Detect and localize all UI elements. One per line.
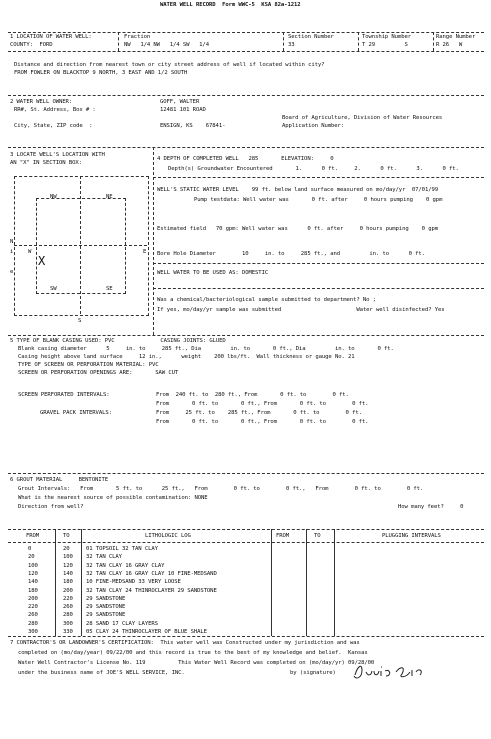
log-to: 20 [63,546,70,552]
chem-date: If yes, mo/day/yr sample was submitted Water well disinfected? Yes [157,307,445,313]
application-number: Application Number: [282,123,345,129]
log-to: 260 [63,604,73,611]
quad-nw: NW [50,194,57,200]
well-mark: X [38,254,46,268]
board-text: Board of Agriculture, Division of Water Resources [282,115,443,121]
contamination-source: What is the nearest source of possible contamination: NONE [18,495,208,501]
log-from: 220 [28,604,38,611]
address-value: 12481 101 ROAD [160,107,206,113]
log-from: 200 [28,595,38,602]
locate-label-2: AN "X" IN SECTION BOX: [10,160,82,166]
log-from: 180 [28,587,38,594]
casing-type: 5 TYPE OF BLANK CASING USED: PVC CASING JOINTS: GLUED [10,338,226,344]
log-lithology: 32 TAN CLAY [86,554,122,561]
fraction-value: NW 1/4 NW 1/4 SW 1/4 [124,42,209,48]
log-from: 100 [28,562,38,569]
estimated-yield: Estimated field 70 gpm: Well water was 0 ft. after 0 hours pumping 0 gpm [157,226,439,232]
signature [350,660,430,682]
screen-interval-2: From 0 ft. to 0 ft., From 0 ft. to 0 ft. [156,401,369,407]
log-lithology: 29 SANDSTONE [86,612,126,619]
log-to: 280 [63,612,73,619]
groundwater-line: Depth(s) Groundwater Encountered 1. 0 ft. 2. 0 ft. 3. 0 ft. [168,166,459,172]
dir-e2: e [10,269,14,275]
dir-s: S [78,318,82,324]
grout-material: 6 GROUT MATERIAL BENTONITE [10,477,109,483]
log-lithology: 32 TAN CLAY 16 GRAY CLAY [86,562,165,569]
bore-hole: Bore Hole Diameter 10 in. to 285 ft., and in. to 0 ft. [157,251,425,257]
owner-label: 2 WATER WELL OWNER: [10,99,73,105]
form-title: WATER WELL RECORD Form WWC-5 KSA 82a-1212 [160,2,301,8]
log-header-from: FROM [26,533,40,539]
how-many-feet: How many feet? 0 [398,504,464,510]
direction-from-well: Direction from well? [18,504,84,510]
chem-sample: Was a chemical/bacteriological sample submitted to department? No ; [157,297,376,303]
cert-line-3: Water Well Contractor's License No. 119 This Water Well Record was completed on (mo/day/yr) 09/28/00 [18,660,375,666]
log-to: 140 [63,570,73,577]
section-value: 33 [288,42,295,48]
location-label: 1 LOCATION OF WATER WELL: [10,34,92,40]
log-to: 200 [63,587,73,594]
static-level: WELL'S STATIC WATER LEVEL 99 ft. below land surface measured on mo/day/yr 07/01/99 [157,187,439,193]
grout-intervals: Grout Intervals: From 5 ft. to 25 ft., From 0 ft. to 0 ft., From 0 ft. to 0 ft. [18,486,424,492]
log-lithology: 32 TAN CLAY 24 THINROCLAYER 29 SANDSTONE [86,587,217,594]
log-header-to-2: TO [314,533,321,539]
depth-line: 4 DEPTH OF COMPLETED WELL 285 ELEVATION: 0 [157,156,334,162]
log-to: 330 [63,629,73,635]
water-use: WELL WATER TO BE USED AS: DOMESTIC [157,270,269,276]
log-lithology: 29 SANDSTONE [86,604,126,611]
township-value: T 29 S [362,42,408,48]
township-label: Township Number [362,34,412,40]
gravel-interval-2: From 0 ft. to 0 ft., From 0 ft. to 0 ft. [156,419,369,425]
pump-test: Pump testdata: Well water was 0 ft. after 0 hours pumping 0 gpm [194,197,443,203]
casing-diameter: Blank casing diameter 5 in. to 285 ft., Dia in. to 0 ft., Dia in. to 0 ft. [18,346,394,352]
log-to: 120 [63,562,73,569]
log-lithology: 28 SAND 17 CLAY LAYERS [86,620,158,627]
address-label: RR#, St. Address, Box # : [14,107,96,113]
log-from: 300 [28,629,38,635]
city-value: ENSIGN, KS 67841- [160,123,226,129]
log-lithology: 32 TAN CLAY 16 GRAY CLAY 10 FINE-MEDSAND [86,570,217,577]
log-from: 20 [28,554,35,561]
log-lithology: 01 TOPSOIL 32 TAN CLAY [86,546,158,552]
dir-i: i [10,249,14,255]
log-header-lithology: LITHOLOGIC LOG [145,533,191,539]
quad-sw: SW [50,286,57,292]
cert-line-1: 7 CONTRACTOR'S OR LANDOWNER'S CERTIFICATION: This water well was Constructed under my jurisdiction and was [10,640,360,646]
cert-line-2: completed on (mo/day/year) 09/22/00 and this record is true to the best of my knowledge and belief. Kansas [18,650,368,656]
cert-line-4: under the business name of JOE'S WELL SERVICE, INC. [18,670,185,676]
gravel-interval-1: From 25 ft. to 285 ft., From 0 ft. to 0 ft. [156,410,362,416]
quad-ne: NE [106,194,113,200]
owner-name: GOFF, WALTER [160,99,200,105]
log-to: 180 [63,579,73,586]
log-lithology: 05 CLAY 24 THINROCLAYER OF BLUE SHALE [86,629,207,635]
distance-question: Distance and direction from nearest town or city street address of well if located within city? [14,62,325,68]
log-from: 260 [28,612,38,619]
range-label: Range Number [436,34,476,40]
log-from: 280 [28,620,38,627]
city-label: City, State, ZIP code : [14,123,93,129]
quad-se: SE [106,286,113,292]
dir-w: W [28,249,32,255]
distance-answer: FROM FOWLER ON BLACKTOP 9 NORTH, 3 EAST AND 1/2 SOUTH [14,70,188,76]
log-to: 220 [63,595,73,602]
screen-intervals-label: SCREEN PERFORATED INTERVALS: [18,392,110,398]
log-header-to: TO [63,533,70,539]
screen-openings: SCREEN OR PERFORATION OPENINGS ARE: SAW CUT [18,370,179,376]
log-lithology: 29 SANDSTONE [86,595,126,602]
county: COUNTY: FORD [10,42,53,48]
log-from: 0 [28,546,32,552]
section-label: Section Number [288,34,334,40]
log-from: 140 [28,579,38,586]
log-from: 120 [28,570,38,577]
log-to: 100 [63,554,73,561]
dir-e: E [143,249,147,255]
log-to: 300 [63,620,73,627]
screen-interval-1: From 240 ft. to 280 ft., From 0 ft. to 0 ft. [156,392,349,398]
screen-material: TYPE OF SCREEN OR PERFORATION MATERIAL: PVC [18,362,159,368]
log-header-from-2: FROM [276,533,290,539]
fraction-label: Fraction [124,34,151,40]
log-header-plugging: PLUGGING INTERVALS [382,533,441,539]
locate-label-1: 3 LOCATE WELL'S LOCATION WITH [10,152,105,158]
signature-label: by (signature) [290,670,336,676]
log-lithology: 10 FINE-MEDSAND 33 VERY LOOSE [86,579,181,586]
casing-height: Casing height above land surface 12 in., weight 200 lbs/ft. Wall thickness or gauge No. 21 [18,354,355,360]
range-value: R 26 W [436,42,463,48]
dir-n: N [10,239,14,245]
gravel-label: GRAVEL PACK INTERVALS: [40,410,112,416]
